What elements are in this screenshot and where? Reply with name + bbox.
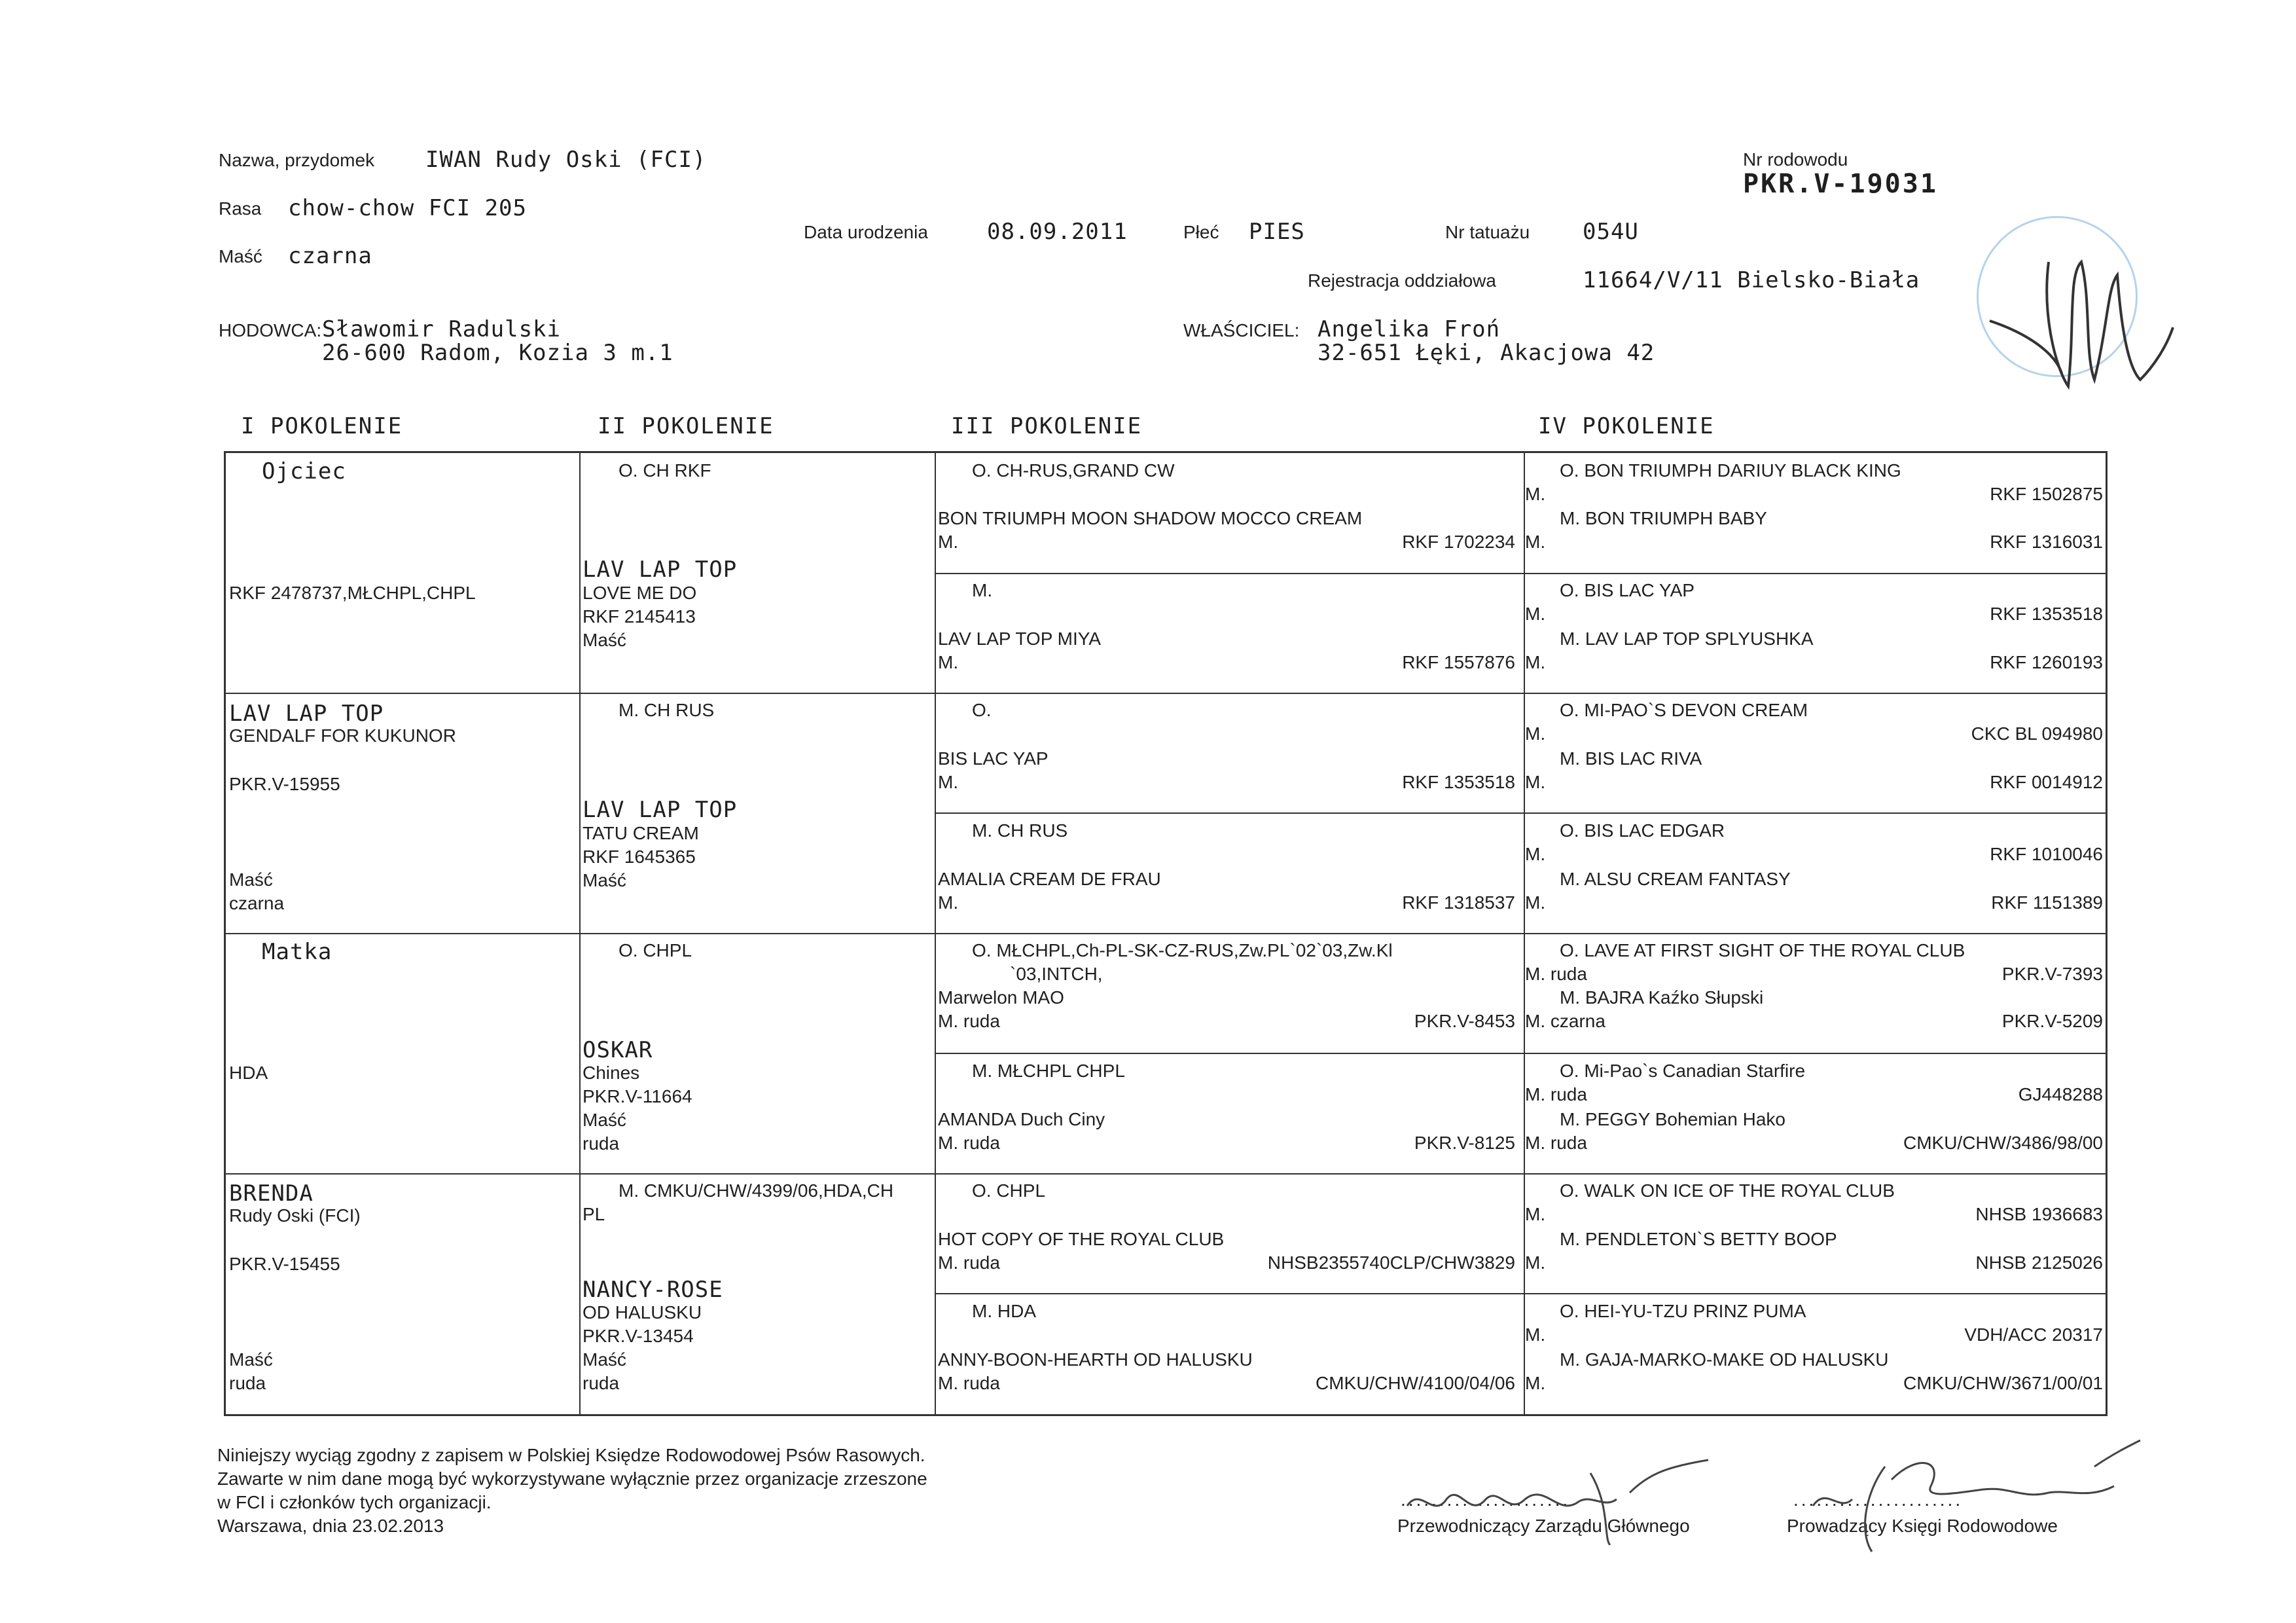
gen4-sire-line: M. ruda	[1525, 964, 1587, 984]
gen3-reg: RKF 1318537	[1402, 892, 1515, 913]
gen4-dam-name: M. LAV LAP TOP SPLYUSHKA	[1560, 629, 1814, 649]
mother-kennel: Rudy Oski (FCI)	[229, 1205, 361, 1226]
footer-line-1: Niniejszy wyciąg zgodny z zapisem w Polskiej Księdze Rodowodowej Psów Rasowych.	[217, 1445, 925, 1465]
gen-heading-2: II POKOLENIE	[598, 413, 774, 439]
gen3-titles: O.	[972, 700, 992, 720]
row-divider-q3	[226, 1173, 2106, 1175]
tattoo-label: Nr tatuażu	[1445, 222, 1530, 242]
gen3-name: HOT COPY OF THE ROYAL CLUB	[938, 1229, 1225, 1249]
father-pkr: PKR.V-15955	[229, 774, 340, 794]
gen3-name: ANNY-BOON-HEARTH OD HALUSKU	[938, 1349, 1253, 1370]
gen2-titles: O. CH RKF	[619, 460, 711, 481]
gen2-reg: RKF 1645365	[583, 847, 696, 867]
father-title: Ojciec	[262, 458, 346, 484]
mother-name: BRENDA	[229, 1180, 314, 1207]
footer-date: Warszawa, dnia 23.02.2013	[217, 1516, 444, 1536]
gen4-sire-reg: RKF 1010046	[1990, 844, 2103, 864]
gen2-color-label: Maść	[583, 630, 626, 650]
gen3-reg: PKR.V-8125	[1414, 1133, 1515, 1153]
gen2-color-label: Maść	[583, 1110, 626, 1130]
row-divider-main	[226, 933, 2106, 934]
breed-value: chow-chow FCI 205	[288, 195, 527, 221]
signature-label-2: Prowadzący Księgi Rodowodowe	[1787, 1516, 2058, 1536]
gen4-dam-name: M. GAJA-MARKO-MAKE OD HALUSKU	[1560, 1349, 1889, 1370]
gen4-sire-name: O. BIS LAC YAP	[1560, 580, 1695, 600]
father-color-label: Maść	[229, 869, 273, 890]
color-value: czarna	[288, 243, 372, 269]
gen4-dam-reg: NHSB 2125026	[1975, 1252, 2103, 1273]
gen2-name: Chines	[583, 1063, 640, 1083]
gen-heading-1: I POKOLENIE	[241, 413, 403, 439]
gen2-titles-cont: PL	[583, 1204, 605, 1224]
gen-heading-4: IV POKOLENIE	[1538, 413, 1715, 439]
gen4-dam-line: M.	[1525, 892, 1546, 913]
gen3-reg: RKF 1557876	[1402, 652, 1515, 672]
tattoo-value: 054U	[1583, 219, 1639, 245]
signature-line-1: ......................	[1401, 1489, 1571, 1510]
gen2-color: ruda	[583, 1133, 620, 1154]
gen3-reg: CMKU/CHW/4100/04/06	[1315, 1373, 1515, 1393]
gen3-name: BON TRIUMPH MOON SHADOW MOCCO CREAM	[938, 508, 1363, 528]
gen4-dam-line: M.	[1525, 772, 1546, 792]
footer-line-2: Zawarte w nim dane mogą być wykorzystywane wyłącznie przez organizacje zrzeszone	[217, 1468, 927, 1489]
signature-label-1: Przewodniczący Zarządu Głównego	[1397, 1516, 1690, 1536]
gen4-sire-line: M.	[1525, 604, 1546, 624]
gen3-line: M. ruda	[938, 1011, 1000, 1031]
gen4-dam-reg: RKF 1316031	[1990, 532, 2103, 552]
row-divider-o3	[935, 812, 2106, 814]
gen4-dam-reg: CMKU/CHW/3486/98/00	[1903, 1133, 2103, 1153]
gen4-dam-line: M.	[1525, 1252, 1546, 1273]
signature-line-2: ......................	[1793, 1489, 1964, 1510]
gen2-reg: RKF 2145413	[583, 606, 696, 627]
gen3-line: M.	[938, 532, 959, 552]
row-divider-q1	[226, 693, 2106, 694]
gen3-name: Marwelon MAO	[938, 987, 1064, 1008]
gen2-name: TATU CREAM	[583, 823, 699, 843]
gen4-dam-name: M. PENDLETON`S BETTY BOOP	[1560, 1229, 1837, 1249]
breeder-address: 26-600 Radom, Kozia 3 m.1	[322, 340, 673, 366]
registrar-signature	[1787, 1427, 2153, 1558]
gen4-sire-reg: RKF 1353518	[1990, 604, 2103, 624]
gen3-name: BIS LAC YAP	[938, 748, 1049, 769]
gen2-kennel: LAV LAP TOP	[583, 556, 738, 583]
mother-titles: HDA	[229, 1063, 268, 1083]
mother-color: ruda	[229, 1373, 266, 1393]
gen4-dam-name: M. BON TRIUMPH BABY	[1560, 508, 1767, 528]
gen-heading-3: III POKOLENIE	[951, 413, 1143, 439]
birth-value: 08.09.2011	[987, 219, 1128, 245]
gen4-sire-line: M.	[1525, 844, 1546, 864]
gen4-dam-line: M.	[1525, 1373, 1546, 1393]
gen4-sire-name: O. WALK ON ICE OF THE ROYAL CLUB	[1560, 1180, 1895, 1201]
gen4-dam-reg: PKR.V-5209	[2001, 1011, 2103, 1031]
row-divider-o1	[935, 573, 2106, 574]
father-kennel: LAV LAP TOP	[229, 701, 384, 727]
owner-address: 32-651 Łęki, Akacjowa 42	[1318, 340, 1655, 366]
gen2-kennel: NANCY-ROSE	[583, 1277, 723, 1303]
gen3-titles-cont: `03,INTCH,	[1010, 964, 1103, 984]
gen4-dam-name: M. BAJRA Kaźko Słupski	[1560, 987, 1764, 1008]
registration-label: Rejestracja oddziałowa	[1308, 270, 1496, 291]
gen4-sire-reg: GJ448288	[2018, 1084, 2103, 1104]
gen4-dam-reg: CMKU/CHW/3671/00/01	[1903, 1373, 2103, 1393]
gen2-reg: PKR.V-11664	[583, 1086, 692, 1106]
gen3-line: M.	[938, 652, 959, 672]
row-divider-o5	[935, 1053, 2106, 1054]
gen4-dam-line: M.	[1525, 652, 1546, 672]
gen4-sire-line: M.	[1525, 1204, 1546, 1224]
gen4-dam-name: M. BIS LAC RIVA	[1560, 748, 1702, 769]
mother-pkr: PKR.V-15455	[229, 1254, 340, 1274]
gen4-sire-reg: NHSB 1936683	[1975, 1204, 2103, 1224]
gen2-titles: M. CH RUS	[619, 700, 715, 720]
row-divider-o7	[935, 1293, 2106, 1294]
breeder-label: HODOWCA:	[219, 320, 322, 340]
gen2-titles: O. CHPL	[619, 940, 692, 960]
gen4-dam-reg: RKF 0014912	[1990, 772, 2103, 792]
sex-value: PIES	[1249, 219, 1305, 245]
gen2-color-label: Maść	[583, 1349, 626, 1370]
signature-mark	[1977, 223, 2186, 393]
gen3-line: M. ruda	[938, 1373, 1000, 1393]
gen4-sire-reg: PKR.V-7393	[2001, 964, 2103, 984]
gen4-sire-line: M.	[1525, 1324, 1546, 1345]
gen4-sire-name: O. BIS LAC EDGAR	[1560, 820, 1725, 841]
gen3-titles: O. CH-RUS,GRAND CW	[972, 460, 1175, 481]
gen2-kennel: LAV LAP TOP	[583, 797, 738, 823]
breed-label: Rasa	[219, 198, 262, 219]
gen4-sire-reg: CKC BL 094980	[1971, 723, 2103, 744]
gen4-dam-reg: RKF 1260193	[1990, 652, 2103, 672]
gen3-titles: M.	[972, 580, 993, 600]
pedigree-number: PKR.V-19031	[1743, 169, 1938, 199]
gen3-line: M. ruda	[938, 1252, 1000, 1273]
name-label: Nazwa, przydomek	[219, 150, 375, 170]
gen4-dam-name: M. PEGGY Bohemian Hako	[1560, 1109, 1785, 1129]
color-label: Maść	[219, 246, 262, 266]
gen3-line: M.	[938, 892, 959, 913]
gen3-titles: M. MŁCHPL CHPL	[972, 1061, 1125, 1081]
gen3-name: LAV LAP TOP MIYA	[938, 629, 1102, 649]
gen4-sire-reg: VDH/ACC 20317	[1964, 1324, 2103, 1345]
gen4-sire-line: M.	[1525, 484, 1546, 504]
breeder-name: Sławomir Radulski	[322, 316, 561, 342]
gen3-line: M. ruda	[938, 1133, 1000, 1153]
gen3-titles: O. CHPL	[972, 1180, 1046, 1201]
sex-label: Płeć	[1183, 222, 1219, 242]
gen3-name: AMANDA Duch Ciny	[938, 1109, 1105, 1129]
name-value: IWAN Rudy Oski (FCI)	[425, 147, 707, 173]
father-reg: RKF 2478737,MŁCHPL,CHPL	[229, 583, 476, 603]
gen4-dam-reg: RKF 1151389	[1991, 892, 2103, 913]
gen4-dam-line: M. ruda	[1525, 1133, 1587, 1153]
father-name: GENDALF FOR KUKUNOR	[229, 725, 456, 746]
gen4-sire-name: O. HEI-YU-TZU PRINZ PUMA	[1560, 1301, 1806, 1321]
mother-color-label: Maść	[229, 1349, 273, 1370]
owner-label: WŁAŚCICIEL:	[1183, 320, 1300, 340]
gen3-titles: O. MŁCHPL,Ch-PL-SK-CZ-RUS,Zw.PL`02`03,Zw.Kl	[972, 940, 1393, 960]
father-color: czarna	[229, 893, 285, 913]
gen4-dam-line: M. czarna	[1525, 1011, 1605, 1031]
gen4-sire-line: M.	[1525, 723, 1546, 744]
gen2-color: ruda	[583, 1373, 620, 1393]
owner-name: Angelika Froń	[1318, 316, 1501, 342]
gen3-titles: M. HDA	[972, 1301, 1036, 1321]
gen3-line: M.	[938, 772, 959, 792]
gen3-titles: M. CH RUS	[972, 820, 1068, 841]
gen4-sire-name: O. MI-PAO`S DEVON CREAM	[1560, 700, 1808, 720]
chairman-signature	[1394, 1447, 1734, 1545]
pedigree-label: Nr rodowodu	[1743, 149, 1848, 170]
gen2-name: OD HALUSKU	[583, 1302, 702, 1322]
gen4-dam-name: M. ALSU CREAM FANTASY	[1560, 869, 1791, 889]
gen3-name: AMALIA CREAM DE FRAU	[938, 869, 1161, 889]
gen3-reg: PKR.V-8453	[1414, 1011, 1515, 1031]
birth-label: Data urodzenia	[804, 222, 928, 242]
gen2-reg: PKR.V-13454	[583, 1326, 694, 1346]
gen4-sire-reg: RKF 1502875	[1990, 484, 2103, 504]
gen2-kennel: OSKAR	[583, 1037, 653, 1063]
gen4-sire-name: O. LAVE AT FIRST SIGHT OF THE ROYAL CLUB	[1560, 940, 1965, 960]
gen4-sire-name: O. Mi-Pao`s Canadian Starfire	[1560, 1061, 1806, 1081]
gen4-dam-line: M.	[1525, 532, 1546, 552]
registration-value: 11664/V/11 Bielsko-Biała	[1583, 267, 1920, 293]
gen3-reg: RKF 1702234	[1402, 532, 1515, 552]
footer-line-3: w FCI i członków tych organizacji.	[217, 1492, 492, 1512]
gen2-titles: M. CMKU/CHW/4399/06,HDA,CH	[619, 1180, 894, 1201]
gen4-sire-line: M. ruda	[1525, 1084, 1587, 1104]
pedigree-table	[224, 451, 2108, 1416]
gen2-color-label: Maść	[583, 870, 626, 890]
mother-title: Matka	[262, 939, 332, 965]
gen3-reg: NHSB2355740CLP/CHW3829	[1267, 1252, 1515, 1273]
gen2-name: LOVE ME DO	[583, 583, 697, 603]
gen3-reg: RKF 1353518	[1402, 772, 1515, 792]
gen4-sire-name: O. BON TRIUMPH DARIUY BLACK KING	[1560, 460, 1901, 481]
